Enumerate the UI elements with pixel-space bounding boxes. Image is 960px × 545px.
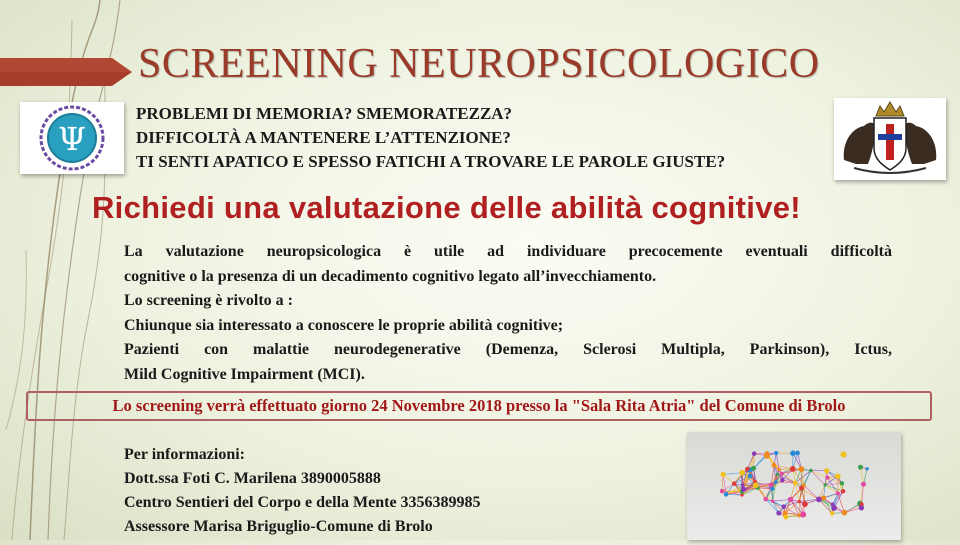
brain-network-node: [802, 484, 806, 488]
brain-network-node: [800, 512, 806, 518]
brain-network-node: [842, 510, 848, 516]
brain-network-node: [809, 469, 813, 473]
brain-network-link: [838, 493, 844, 512]
psychology-association-logo-icon: [20, 102, 124, 174]
brain-network-node: [790, 450, 796, 456]
contact-heading: Per informazioni:: [124, 443, 684, 467]
page-title: SCREENING NEUROPSICOLOGICO: [138, 40, 938, 88]
brain-network-node: [840, 481, 844, 485]
brain-network-icon: [687, 432, 901, 540]
brain-network-node: [776, 511, 781, 516]
brain-network-link: [861, 467, 864, 484]
description-line: La valutazione neuropsicologica è utile ad individuare precocemente eventuali difficoltà: [124, 240, 892, 265]
brain-network-node: [770, 487, 774, 491]
brain-network-node: [783, 514, 788, 519]
brain-network-node: [774, 480, 778, 484]
municipal-coat-of-arms-icon: [834, 98, 946, 180]
contact-line: Centro Sentieri del Corpo e della Mente 3356389985: [124, 491, 684, 515]
brain-network-node: [841, 489, 845, 493]
brain-network-node: [740, 493, 743, 496]
brain-network-node: [780, 478, 784, 482]
brain-network-node: [763, 497, 768, 502]
title-arrow-icon: [0, 52, 135, 92]
brain-network-node: [802, 501, 808, 507]
brain-network-node: [795, 451, 800, 456]
brain-network-node: [836, 491, 840, 495]
brain-network-node: [788, 497, 793, 502]
brain-network-link: [804, 485, 819, 499]
call-to-action-heading: Richiedi una valutazione delle abilità cognitive!: [92, 190, 912, 226]
brain-network-node: [831, 505, 837, 511]
brain-network-node: [771, 500, 774, 503]
brain-illustration: [687, 432, 901, 540]
brain-network-node: [781, 504, 786, 509]
brain-network-node: [841, 451, 847, 457]
description-line: Chiunque sia interessato a conoscere le proprie abilità cognitive;: [124, 314, 892, 339]
brain-network-link: [825, 485, 838, 493]
brain-network-node: [790, 466, 796, 472]
description-text: [124, 240, 892, 387]
brain-network-node: [741, 487, 746, 492]
brain-network-node: [724, 492, 729, 497]
brain-network-node: [859, 505, 864, 510]
brain-network-node: [739, 470, 745, 476]
brain-network-node: [732, 481, 736, 485]
brain-network-node: [777, 468, 780, 471]
brain-network-link: [811, 471, 825, 485]
question-list: [136, 102, 836, 174]
association-logo: [20, 102, 124, 174]
brain-network-node: [824, 468, 829, 473]
brain-network-node: [830, 511, 834, 515]
brain-network-node: [765, 451, 770, 456]
brain-network-node: [823, 483, 826, 486]
description-line: Pazienti con malattie neurodegenerative (Demenza, Sclerosi Multipla, Parkinson), Ictus,: [124, 338, 892, 363]
brain-network-node: [825, 476, 829, 480]
brain-network-node: [745, 467, 749, 471]
brain-network-node: [752, 451, 757, 456]
brain-network-node: [799, 466, 805, 472]
brain-network-node: [741, 483, 745, 487]
event-date-banner: Lo screening verrà effettuato giorno 24 Novembre 2018 presso la "Sala Rita Atria" del Comune di Brolo: [26, 391, 932, 421]
brain-network-node: [720, 489, 725, 494]
brain-network-node: [748, 474, 753, 479]
brain-network-node: [816, 496, 822, 502]
brain-network-node: [776, 473, 779, 476]
description-line: Lo screening è rivolto a :: [124, 289, 892, 314]
description-line: Mild Cognitive Impairment (MCI).: [124, 363, 892, 388]
municipality-logo: [834, 98, 946, 180]
contact-line: Dott.ssa Foti C. Marilena 3890005888: [124, 467, 684, 491]
brain-network-node: [861, 482, 866, 487]
question-line: PROBLEMI DI MEMORIA? SMEMORATEZZA?: [136, 102, 836, 126]
brain-network-node: [793, 481, 798, 486]
brain-network-node: [858, 465, 863, 470]
brain-network-node: [798, 500, 801, 503]
brain-network-node: [772, 463, 777, 468]
brain-network-node: [751, 466, 756, 471]
svg-text:Ψ: Ψ: [58, 120, 86, 158]
question-line: DIFFICOLTÀ A MANTENERE L’ATTENZIONE?: [136, 126, 836, 150]
brain-network-node: [865, 467, 868, 470]
brain-network-node: [774, 451, 778, 455]
description-line: cognitive o la presenza di un decadimento cognitivo legato all’invecchiamento.: [124, 265, 892, 290]
question-line: TI SENTI APATICO E SPESSO FATICHI A TROVARE LE PAROLE GIUSTE?: [136, 150, 836, 174]
contact-line: Assessore Marisa Briguglio-Comune di Brolo: [124, 515, 684, 539]
brain-network-node: [721, 472, 726, 477]
brain-network-node: [835, 473, 841, 479]
brain-network-node: [753, 482, 759, 488]
brain-network-node: [780, 472, 784, 476]
brain-network-link: [723, 473, 742, 475]
brain-network-node: [821, 495, 826, 500]
contact-info: [124, 443, 684, 539]
